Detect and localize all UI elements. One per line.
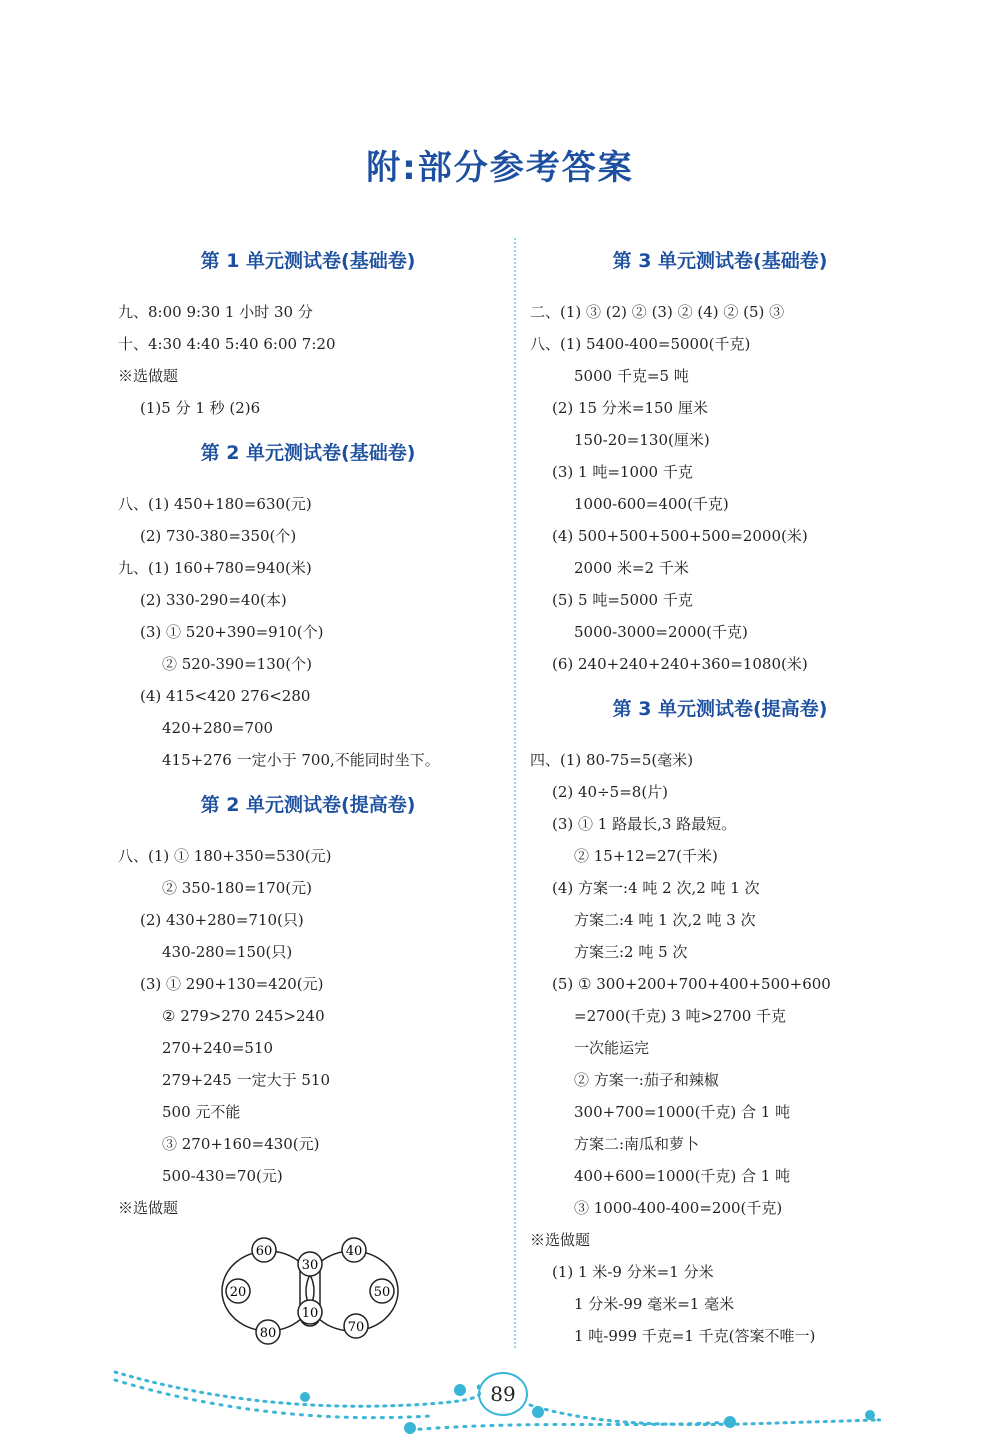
answer-line: 方案二:南瓜和萝卜 — [574, 1135, 700, 1153]
answer-line: (4) 415<420 276<280 — [140, 687, 311, 705]
section-title: 第 3 单元测试卷(提高卷) — [612, 698, 828, 720]
answer-line: ※选做题 — [118, 367, 179, 385]
answer-line: (2) 15 分米=150 厘米 — [552, 399, 708, 417]
answer-line: ※选做题 — [118, 1199, 179, 1217]
diagram-node-label: 30 — [301, 1258, 319, 1273]
answer-line: ② 350-180=170(元) — [162, 879, 313, 897]
answer-line: ② 方案一:茄子和辣椒 — [574, 1071, 719, 1089]
answer-line: 300+700=1000(千克) 合 1 吨 — [574, 1103, 791, 1121]
answer-line: 500-430=70(元) — [162, 1167, 283, 1185]
answer-line: (6) 240+240+240+360=1080(米) — [552, 655, 808, 673]
answer-line: ② 15+12=27(千米) — [574, 847, 718, 865]
answer-line: (5) ① 300+200+700+400+500+600 — [552, 975, 831, 993]
answer-line: 九、8:00 9:30 1 小时 30 分 — [118, 303, 313, 321]
answer-line: 方案二:4 吨 1 次,2 吨 3 次 — [574, 911, 756, 929]
answer-line: 四、(1) 80-75=5(毫米) — [530, 751, 694, 769]
answer-line: ② 279>270 245>240 — [162, 1007, 325, 1025]
diagram-node-label: 60 — [255, 1244, 273, 1259]
answer-line: (2) 730-380=350(个) — [140, 527, 297, 545]
page-title: 附:部分参考答案 — [366, 148, 634, 188]
answer-line: =2700(千克) 3 吨>2700 千克 — [574, 1007, 787, 1025]
answer-line: ② 520-390=130(个) — [162, 655, 313, 673]
answer-line: 八、(1) 450+180=630(元) — [118, 495, 312, 513]
answer-line: (3) 1 吨=1000 千克 — [552, 463, 693, 481]
section — [530, 694, 910, 1366]
answer-line: ③ 270+160=430(元) — [162, 1135, 320, 1153]
answer-line: (1)5 分 1 秒 (2)6 — [140, 399, 261, 417]
circle-diagram — [220, 1236, 400, 1346]
answer-line: 一次能运完 — [574, 1039, 650, 1057]
column-divider — [514, 238, 516, 1348]
answer-line: (3) ① 290+130=420(元) — [140, 975, 324, 993]
section-title: 第 2 单元测试卷(提高卷) — [200, 794, 416, 816]
section — [118, 246, 498, 438]
answer-line: 2000 米=2 千米 — [574, 559, 689, 577]
answer-line: 1 吨-999 千克=1 千克(答案不唯一) — [574, 1327, 816, 1345]
answer-line: 1 分米-99 毫米=1 毫米 — [574, 1295, 735, 1313]
section — [118, 438, 498, 790]
answer-line: 420+280=700 — [162, 719, 274, 737]
answer-line: 415+276 一定小于 700,不能同时坐下。 — [162, 751, 440, 769]
answer-line: 1000-600=400(千克) — [574, 495, 729, 513]
diagram-node-label: 80 — [259, 1326, 277, 1341]
answer-line: (3) ① 520+390=910(个) — [140, 623, 324, 641]
answer-line: 430-280=150(只) — [162, 943, 293, 961]
diagram-node-label: 50 — [373, 1285, 391, 1300]
answer-line: (5) 5 吨=5000 千克 — [552, 591, 693, 609]
answer-line: (2) 430+280=710(只) — [140, 911, 304, 929]
diagram-node-label: 70 — [347, 1320, 365, 1335]
answer-line: (4) 500+500+500+500=2000(米) — [552, 527, 808, 545]
diagram-node-label: 10 — [301, 1306, 319, 1321]
answer-line: 150-20=130(厘米) — [574, 431, 710, 449]
section-title: 第 3 单元测试卷(基础卷) — [612, 250, 828, 272]
diagram-node-label: 40 — [345, 1244, 363, 1259]
answer-line: 400+600=1000(千克) 合 1 吨 — [574, 1167, 791, 1185]
diagram-node-label: 20 — [229, 1285, 247, 1300]
answer-line: 九、(1) 160+780=940(米) — [118, 559, 312, 577]
answer-line: 5000 千克=5 吨 — [574, 367, 689, 385]
answer-line: 方案三:2 吨 5 次 — [574, 943, 688, 961]
answer-line: 二、(1) ③ (2) ② (3) ② (4) ② (5) ③ — [530, 303, 785, 321]
section — [530, 246, 910, 694]
answer-line: (3) ① 1 路最长,3 路最短。 — [552, 815, 737, 833]
answer-line: (4) 方案一:4 吨 2 次,2 吨 1 次 — [552, 879, 760, 897]
section-title: 第 2 单元测试卷(基础卷) — [200, 442, 416, 464]
answer-line: (2) 40÷5=8(片) — [552, 783, 669, 801]
section — [118, 790, 498, 1238]
answer-line: 270+240=510 — [162, 1039, 274, 1057]
answer-line: 5000-3000=2000(千克) — [574, 623, 748, 641]
right-column — [530, 246, 910, 1366]
answer-line: 八、(1) 5400-400=5000(千克) — [530, 335, 751, 353]
answer-line: 279+245 一定大于 510 — [162, 1071, 330, 1089]
answer-line: 500 元不能 — [162, 1103, 241, 1121]
answer-line: ③ 1000-400-400=200(千克) — [574, 1199, 783, 1217]
answer-line: (2) 330-290=40(本) — [140, 591, 287, 609]
section-title: 第 1 单元测试卷(基础卷) — [200, 250, 416, 272]
answer-line: ※选做题 — [530, 1231, 591, 1249]
answer-line: 十、4:30 4:40 5:40 6:00 7:20 — [118, 335, 336, 353]
page-number: 89 — [478, 1372, 528, 1416]
answer-line: 八、(1) ① 180+350=530(元) — [118, 847, 332, 865]
answer-line: (1) 1 米-9 分米=1 分米 — [552, 1263, 714, 1281]
left-column — [118, 246, 498, 1238]
